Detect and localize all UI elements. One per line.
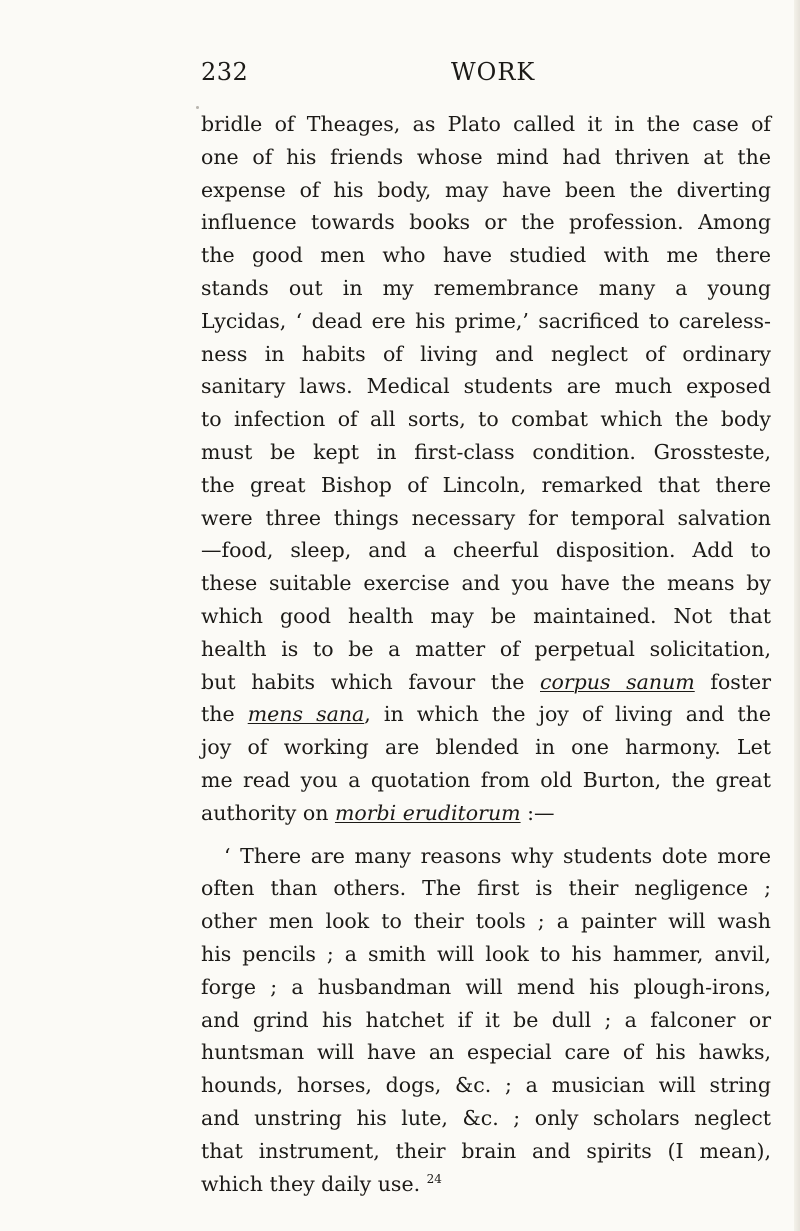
text-line: and grind his hatchet if it be dull ; a falconer or: [201, 1007, 771, 1032]
text-line: and unstring his lute, &c. ; only scholars neglect: [201, 1105, 771, 1130]
text-line: [201, 666, 771, 699]
text-run: , in which the joy of living and the: [364, 702, 771, 727]
text-line: one of his friends whose mind had thriven at the: [201, 144, 771, 169]
latin-phrase: morbi eruditorum: [334, 800, 521, 825]
text-line: ness in habits of living and neglect of ordinary: [201, 341, 771, 366]
text-line: which good health may be maintained. Not that: [201, 603, 771, 628]
text-run: but habits which favour the: [201, 669, 540, 694]
text-line: health is to be a matter of perpetual solicitation,: [201, 636, 771, 661]
text-run: which they daily use.: [201, 1171, 421, 1196]
text-line: Lycidas, ‘ dead ere his prime,’ sacrificed to careless-: [201, 308, 771, 333]
text-line: expense of his body, may have been the diverting: [201, 177, 771, 202]
text-line: stands out in my remembrance many a young: [201, 275, 771, 300]
margin-mark: [196, 106, 199, 109]
text-line: that instrument, their brain and spirits (I mean),: [201, 1138, 771, 1163]
latin-phrase: corpus sanum: [540, 669, 695, 694]
latin-phrase: mens sana: [247, 702, 365, 727]
text-line: the great Bishop of Lincoln, remarked that there: [201, 472, 771, 497]
text-line: other men look to their tools ; a painter will wash: [201, 909, 771, 934]
text-line: were three things necessary for temporal salvation: [201, 505, 771, 530]
text-line: —food, sleep, and a cheerful disposition. Add to: [201, 538, 771, 563]
text-line: [201, 1168, 771, 1201]
text-line: to infection of all sorts, to combat which the body: [201, 407, 771, 432]
text-line: [201, 797, 771, 830]
text-line: the good men who have studied with me there: [201, 243, 771, 268]
page-edge: [794, 0, 800, 1231]
text-line: often than others. The first is their negligence ;: [201, 876, 771, 901]
text-line: me read you a quotation from old Burton, the great: [201, 767, 771, 792]
text-run: foster: [694, 669, 771, 694]
text-run: authority on: [201, 800, 335, 825]
page-number: 232: [201, 58, 249, 86]
body-text: [201, 108, 771, 1200]
footnote-reference[interactable]: 24: [426, 1171, 442, 1186]
running-head: [201, 58, 771, 98]
running-title: WORK: [451, 58, 536, 86]
text-run: :—: [520, 800, 555, 825]
text-line: hounds, horses, dogs, &c. ; a musician will string: [201, 1073, 771, 1098]
text-line: joy of working are blended in one harmony. Let: [201, 735, 771, 760]
text-line: huntsman will have an especial care of his hawks,: [201, 1040, 771, 1065]
text-line: influence towards books or the profession. Among: [201, 210, 771, 235]
paragraph-1: [201, 108, 771, 830]
text-line: forge ; a husbandman will mend his plough-irons,: [201, 974, 771, 999]
paragraph-2-quotation: [201, 840, 771, 1201]
text-line: his pencils ; a smith will look to his hammer, anvil,: [201, 941, 771, 966]
text-line: these suitable exercise and you have the means by: [201, 571, 771, 596]
paragraph-gap: [201, 830, 771, 840]
text-line: [201, 698, 771, 731]
text-run: the: [201, 702, 248, 727]
text-line: ‘ There are many reasons why students dote more: [224, 843, 771, 868]
text-line: sanitary laws. Medical students are much exposed: [201, 374, 771, 399]
text-line: must be kept in first-class condition. Grossteste,: [201, 439, 771, 464]
text-line: bridle of Theages, as Plato called it in the case of: [201, 112, 771, 136]
